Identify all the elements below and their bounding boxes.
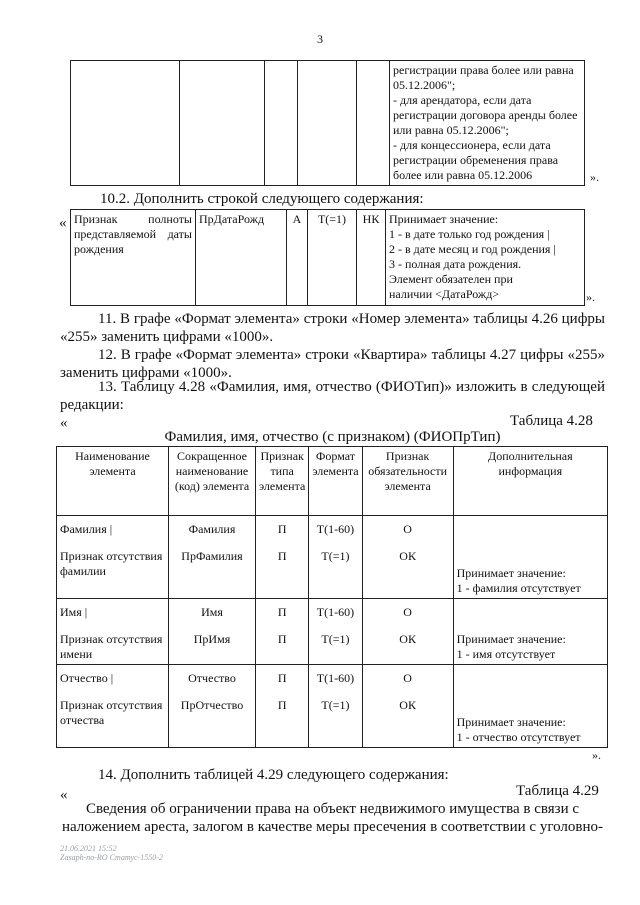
- table-cell-required: НК: [357, 210, 386, 306]
- table-title: Фамилия, имя, отчество (с признаком) (ФИОПрТип): [164, 429, 501, 445]
- info-line: Принимает значение:: [456, 566, 566, 580]
- table-row: [57, 665, 608, 748]
- paragraph-11: 11. В графе «Формат элемента» строки «Номер элемента» таблицы 4.26 цифры «255» заменить цифрами «1000».: [60, 311, 605, 345]
- cell-text: ПрОтчество: [180, 698, 244, 712]
- table-cell: [256, 599, 309, 665]
- cell-text: О: [403, 605, 412, 619]
- open-quote: «: [60, 415, 68, 431]
- table-cell-info: [453, 516, 607, 599]
- table-cell: [362, 599, 453, 665]
- table-cell: [256, 665, 309, 748]
- cell-text: Т(=1): [321, 632, 350, 646]
- cell-text: П: [277, 632, 287, 646]
- cell-text: Фамилия |: [60, 522, 113, 536]
- cell-text: Признак отсутствия имени: [60, 632, 163, 661]
- table-cell: [309, 665, 362, 748]
- cell-text: Т(=1): [321, 698, 350, 712]
- cell-text: Отчество |: [60, 671, 114, 685]
- footer-line: 21.06.2021 15:52: [60, 844, 117, 853]
- cell-text: П: [277, 549, 287, 563]
- table-title: Сведения об ограничении права на объект недвижимого имущества в связи с наложением ареста, залогом в качестве меры пресечения в соответствии с уголовно-: [61, 801, 603, 835]
- close-quote: ».: [592, 748, 601, 762]
- header-cell: Сокращенное наименование (код) элемента: [169, 447, 256, 516]
- paragraph-13: 13. Таблицу 4.28 «Фамилия, имя, отчество (ФИОТип)» изложить в следующей редакции:: [60, 379, 605, 413]
- info-line: регистрации права более или равна: [393, 63, 574, 77]
- cell-text: Фамилия: [188, 522, 236, 536]
- table-cell-short: ПрДатаРожд: [196, 210, 287, 306]
- close-quote: ».: [586, 290, 595, 304]
- table-top-continuation: [70, 60, 585, 186]
- header-cell: Признак обязательности элемента: [362, 447, 453, 516]
- cell-text: О: [403, 522, 412, 536]
- cell-text: ПрИмя: [193, 632, 231, 646]
- table-cell: [180, 61, 265, 186]
- info-line: - для концессионера, если дата: [393, 138, 551, 152]
- table-cell: [256, 516, 309, 599]
- info-line: Принимает значение:: [389, 212, 499, 226]
- info-line: - для арендатора, если дата: [393, 93, 532, 107]
- table-cell: [57, 599, 169, 665]
- page-number: 3: [317, 32, 323, 46]
- footer-stamp: [60, 844, 163, 862]
- cell-text: Признак отсутствия отчества: [60, 698, 163, 727]
- cell-text: Т(1-60): [316, 522, 355, 536]
- table-cell: [169, 599, 256, 665]
- table-cell: [362, 516, 453, 599]
- table-4-28: [56, 446, 608, 748]
- info-line: Принимает значение:: [456, 632, 566, 646]
- cell-text: Т(=1): [321, 549, 350, 563]
- table-cell-info: [453, 665, 607, 748]
- cell-text: П: [277, 522, 287, 536]
- info-line: или равна 05.12.2006";: [393, 123, 509, 137]
- cell-text: Отчество: [188, 671, 236, 685]
- paragraph-10-2: 10.2. Дополнить строкой следующего содержания:: [100, 191, 424, 207]
- paragraph-12: 12. В графе «Формат элемента» строки «Квартира» таблицы 4.27 цифры «255» заменить цифрами «1000».: [60, 347, 605, 381]
- info-line: 05.12.2006";: [393, 78, 456, 92]
- cell-text: ОК: [399, 632, 416, 646]
- cell-text: П: [277, 671, 287, 685]
- close-quote: ».: [590, 170, 599, 184]
- open-quote: «: [60, 787, 68, 803]
- header-cell: Дополнительная информация: [453, 447, 607, 516]
- info-line: более или равна 05.12.2006: [393, 168, 533, 182]
- info-line: наличии <ДатаРожд>: [389, 287, 500, 301]
- info-line: 1 - в дате только год рождения |: [389, 227, 550, 241]
- table-cell-info: [390, 61, 585, 186]
- table-cell-info: [453, 599, 607, 665]
- table-cell: [362, 665, 453, 748]
- info-line: 1 - имя отсутствует: [456, 647, 556, 661]
- cell-text: Т(1-60): [316, 605, 355, 619]
- info-line: регистрации договора аренды более: [393, 108, 578, 122]
- cell-text: ОК: [399, 549, 416, 563]
- table-cell: [71, 61, 180, 186]
- cell-text: Признак отсутствия фамилии: [60, 549, 163, 578]
- info-line: 1 - отчество отсутствует: [456, 730, 581, 744]
- table-cell: [309, 599, 362, 665]
- table-label: Таблица 4.29: [516, 783, 599, 799]
- info-line: Элемент обязателен при: [389, 272, 513, 286]
- table-cell-format: Т(=1): [308, 210, 357, 306]
- table-cell: [57, 665, 169, 748]
- footer-line: Zasaph-no-RO Статус-1550-2: [60, 853, 163, 862]
- info-line: Принимает значение:: [456, 715, 566, 729]
- table-cell-type: А: [287, 210, 308, 306]
- header-cell: Наименование элемента: [57, 447, 169, 516]
- cell-text: ПрФамилия: [181, 549, 243, 563]
- cell-text: ОК: [399, 698, 416, 712]
- header-cell: Формат элемента: [309, 447, 362, 516]
- table-cell: [357, 61, 390, 186]
- table-cell: [298, 61, 357, 186]
- table-cell: [169, 516, 256, 599]
- table-cell: [169, 665, 256, 748]
- info-line: регистрации обременения права: [393, 153, 559, 167]
- table-10-2: [70, 209, 585, 306]
- info-line: 3 - полная дата рождения.: [389, 257, 522, 271]
- cell-text: П: [277, 698, 287, 712]
- table-label: Таблица 4.28: [510, 413, 593, 429]
- table-cell: [57, 516, 169, 599]
- table-row: [57, 599, 608, 665]
- cell-text: П: [277, 605, 287, 619]
- paragraph-14: 14. Дополнить таблицей 4.29 следующего содержания:: [98, 767, 449, 783]
- cell-text: О: [403, 671, 412, 685]
- open-quote: «: [59, 215, 67, 231]
- info-line: 2 - в дате месяц и год рождения |: [389, 242, 556, 256]
- cell-text: Имя |: [60, 605, 88, 619]
- header-cell: Признак типа элемента: [256, 447, 309, 516]
- cell-text: Имя: [201, 605, 223, 619]
- table-cell-info: [386, 210, 585, 306]
- cell-text: Т(1-60): [316, 671, 355, 685]
- table-cell-name: Признак полноты представляемой даты рождения: [71, 210, 196, 306]
- table-row: [57, 516, 608, 599]
- table-cell: [265, 61, 298, 186]
- info-line: 1 - фамилия отсутствует: [456, 581, 581, 595]
- table-cell: [309, 516, 362, 599]
